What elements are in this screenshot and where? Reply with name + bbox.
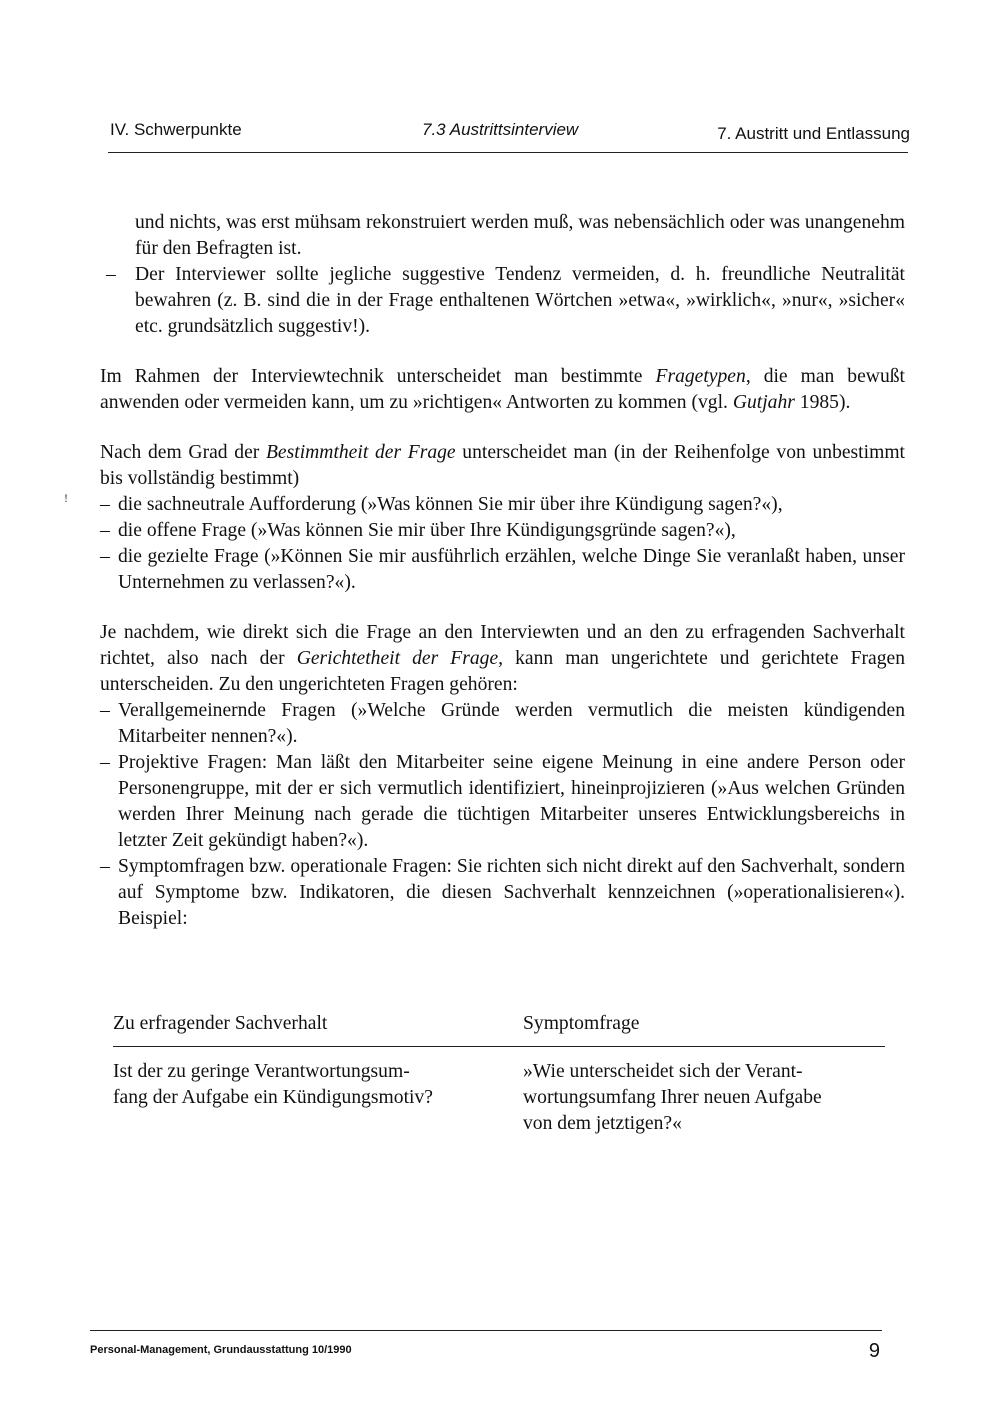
header-rule <box>108 152 908 153</box>
citation-author: Gutjahr <box>732 392 795 413</box>
cell-line: von dem jetztigen?« <box>523 1113 682 1134</box>
table-rule <box>113 1046 885 1047</box>
header-subsection: 7.3 Austrittsinterview <box>422 120 579 139</box>
cell-line: wortungsumfang Ihrer neuen Aufgabe <box>523 1087 822 1108</box>
text-run: Nach dem Grad der <box>100 442 266 463</box>
page-number: 9 <box>868 1340 880 1362</box>
list-dash: – <box>100 856 110 877</box>
text-run: unterscheidet man (in der Reihenfolge von unbestimmt bis vollständig bestimmt) <box>100 442 905 489</box>
body-text <box>100 210 905 932</box>
list-dash: – <box>100 494 110 515</box>
list-item-text: Symptomfragen bzw. operationale Fragen: Sie richten sich nicht direkt auf den Sachverhalt, sondern auf Symptome bzw. Indikatoren, die diesen Sachverhalt kennzeichnen (»operationalisieren«). Beispiel: <box>118 856 905 929</box>
list-item-text: Verallgemeinernde Fragen (»Welche Gründe werden vermutlich die meisten kündigenden Mitarbeiter nennen?«). <box>118 700 905 747</box>
margin-mark: ! <box>64 491 68 505</box>
cell-line: »Wie unterscheidet sich der Verant- <box>523 1061 803 1082</box>
list-dash: – <box>100 546 110 567</box>
list-item <box>100 518 905 544</box>
table-cell <box>523 1059 885 1137</box>
continued-list-text: und nichts, was erst mühsam rekonstruiert werden muß, was nebensächlich oder was unangenehm für den Befragten ist. <box>135 212 905 259</box>
list-item <box>100 750 905 854</box>
list-item-text: die gezielte Frage (»Können Sie mir ausführlich erzählen, welche Dinge Sie veranlaßt haben, unser Unternehmen zu verlassen?«). <box>118 546 905 593</box>
header-chapter: 7. Austritt und Entlassung <box>717 124 910 143</box>
text-run: Je nachdem, wie direkt sich die Frage an den Interviewten und an den zu erfragenden Sachverhalt richtet, also nach der <box>100 622 905 669</box>
paragraph-gerichtetheit <box>100 620 905 698</box>
list-item <box>100 854 905 932</box>
list-item-text: Der Interviewer sollte jegliche suggestive Tendenz vermeiden, d. h. freundliche Neutralität bewahren (z. B. sind die in der Frage enthaltenen Wörtchen »etwa«, »wirklich«, »nur«, »sicher« etc. grundsätzlich suggestiv!). <box>135 264 905 337</box>
table-header-cell: Symptomfrage <box>523 1013 640 1034</box>
cell-line: Ist der zu geringe Verantwortungsum- <box>113 1061 410 1082</box>
text-run: , die man bewußt anwenden oder vermeiden kann, um zu »richtigen« Antworten zu kommen (vgl. <box>100 366 905 413</box>
list-dash: – <box>106 264 116 285</box>
paragraph-bestimmtheit <box>100 440 905 492</box>
cell-line: fang der Aufgabe ein Kündigungsmotiv? <box>113 1087 433 1108</box>
page-footer <box>90 1340 882 1364</box>
footer-rule <box>90 1330 882 1331</box>
paragraph-fragetypen <box>100 364 905 416</box>
list-item <box>100 544 905 596</box>
table-header-row <box>113 1011 885 1041</box>
emphasis-term: Fragetypen <box>655 366 746 387</box>
list-item <box>100 262 905 340</box>
table-cell <box>113 1059 523 1137</box>
footer-publication: Personal-Management, Grundausstattung 10/1990 <box>90 1344 352 1356</box>
table-row <box>113 1059 885 1137</box>
list-item <box>100 492 905 518</box>
header-section: IV. Schwerpunkte <box>110 120 242 139</box>
list-dash: – <box>100 752 110 773</box>
table-header-cell: Zu erfragender Sachverhalt <box>113 1013 328 1034</box>
list-item-text: die offene Frage (»Was können Sie mir über Ihre Kündigungsgründe sagen?«), <box>118 520 736 541</box>
text-run: 1985). <box>794 392 851 413</box>
text-run: kann man ungerichtete und gerichtete Fragen unterscheiden. Zu den ungerichteten Fragen gehören: <box>100 648 905 695</box>
emphasis-term: Gerichtetheit der Frage, <box>296 648 504 669</box>
running-header <box>110 118 910 150</box>
list-dash: – <box>100 700 110 721</box>
example-table <box>113 1011 885 1137</box>
list-item <box>100 698 905 750</box>
text-run: Im Rahmen der Interviewtechnik unterscheidet man bestimmte <box>100 366 656 387</box>
list-dash: – <box>100 520 110 541</box>
list-item-text: Projektive Fragen: Man läßt den Mitarbeiter seine eigene Meinung in eine andere Person oder Personengruppe, mit der er sich vermutlich identifiziert, hineinprojizieren (»Aus welchen Gründen werden Ihrer Meinung nach gerade die tüchtigen Mitarbeiter unseres Entwicklungsbereichs in letzter Zeit gekündigt haben?«). <box>118 752 905 851</box>
list-item-text: die sachneutrale Aufforderung (»Was können Sie mir über ihre Kündigung sagen?«), <box>118 494 783 515</box>
emphasis-term: Bestimmtheit der Frage <box>265 442 456 463</box>
